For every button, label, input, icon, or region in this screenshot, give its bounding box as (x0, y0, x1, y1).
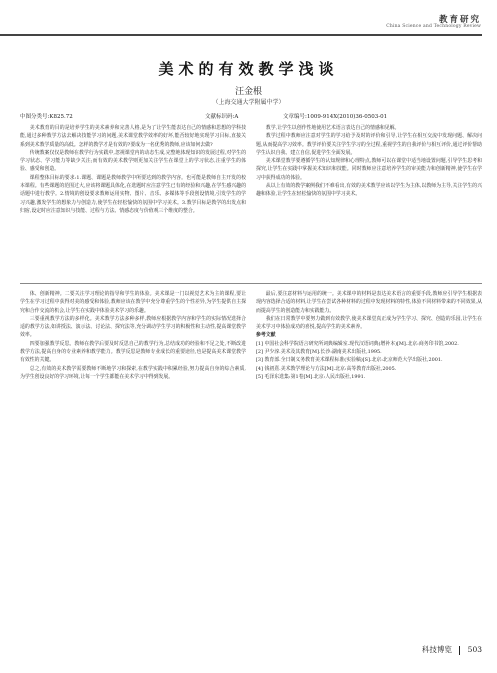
lower-right-column (256, 290, 482, 635)
reference-item: [5] 毛泽东选集:第1卷[M].北京:人民出版社,1991. (256, 373, 366, 380)
journal-name-english: China Science and Technology Review (386, 24, 481, 29)
paragraph: 总之,有效的美术教学需要教师不断地学习和探索,在教学实践中积累经验,努力提高自身的综合素质,为学生创设良好的学习环境,让每一个学生都能在美术学习中得到发展。 (20, 365, 246, 380)
reference-item: [1] 中国社会科学院语言研究所词典编辑室.现代汉语词典(增补本)[M].北京:商务印书馆,2002. (256, 340, 459, 347)
author-affiliation: （上海交通大学附属中学） (212, 99, 285, 106)
reference-item: [3] 教育部.全日制义务教育美术课程标准(实验稿)[S].北京:北京师范大学出版社,2001. (256, 357, 443, 364)
section-divider (20, 283, 482, 284)
paragraph: 体、创新精神。二要关注学习理论的指导和学生的体验。美术课是一门以视觉艺术为主的课程,要让学生在学习过程中获得对美的感受和体验,教师应该在教学中充分尊重学生的个性差异,为学生提供自主探究和合作交流的机会,让学生在实践中体验美术学习的乐趣。 (20, 291, 246, 314)
paragraph: 四要加强教学反思。教师在教学后要及时反思自己的教学行为,总结成功的经验和不足之处,不断改进教学方法,提高自身的专业素养和教学能力。教学反思是教师专业成长的重要途径,也是提高美术课堂教学有效性的关键。 (20, 340, 246, 364)
article-id: 文章编号:1009-914X(2010)36-0503-01 (283, 114, 388, 120)
article-author: 汪金根 (234, 87, 262, 97)
paragraph: 三要重视教学方法的多样化。美术教学方法多种多样,教师应根据教学内容和学生的实际情况选择合适的教学方法,如讲授法、演示法、讨论法、探究法等,充分调动学生学习的积极性和主动性,提高课堂教学效率。 (20, 315, 246, 339)
page-number: 503 (467, 645, 482, 654)
paragraph: 我们在日常教学中要努力做到有效教学,使美术课堂真正成为学生学习、探究、创造的乐园,让学生在美术学习中体验成功的喜悦,提高学生的美术素养。 (256, 315, 482, 331)
paragraph: 最后,要注意材料与运用的统一。美术课中的材料是表达美术语言的重要手段,教师应引导学生根据表现内容选择合适的材料,让学生在尝试各种材料的过程中发现材料的特性,体验不同材料带来的不同效果,从而提高学生的创造能力和实践能力。 (256, 291, 482, 314)
upper-left-column (20, 124, 246, 279)
paragraph: 传统教案仅仅是教师在教学行为实践中,忽视课堂内的动态生成,完整地体现知识的发展过程,对学生的学习状态、学习能力等缺少关注;而有效的美术教学则更加关注学生在课堂上的学习状态,注重学生的体验、感受和创造。 (20, 149, 246, 173)
clc-number: 中图分类号:K825.72 (20, 114, 73, 120)
paragraph: 课程整体目标的要求:1.课题、课题是教师教学中所要达到的教学内容。也可能是教师自主开发的校本课程。有些课题的范围过大,应该将课题具体化,在选题时应注意学生已有的经验和兴趣,在学生感兴趣的话题中进行教学。2.情境的创设要求教师运用实物、图片、音乐、多媒体等手段创设情境,引发学生的学习兴趣,激发学生的想象力与创造力,使学生在轻松愉快的氛围中学习美术。3.教学目标是教学的出发点和归宿,设定时应注意知识与技能、过程与方法、情感态度与价值观三个维度的整合。 (20, 174, 246, 214)
upper-right-column (256, 124, 482, 279)
paragraph: 美术课堂教学要遵循学生的认知规律和心理特点,教师可以在课堂中适当地设置问题,引导学生思考和探究,让学生在实践中掌握美术知识和技能。同时教师应注意培养学生的审美能力和创新精神,使学生在学习中获得成功的体验。 (256, 158, 482, 181)
lower-left-column (20, 290, 246, 635)
journal-header (0, 0, 497, 36)
references-heading: 参考文献 (256, 332, 276, 339)
paragraph: 美术教育的目的是培养学生的美术素养和完善人格,是为了让学生能表达自己的情感和思想的学科技能,通过多种教学方法去解决技能学习的问题,美术课堂教学效率的好坏,能否较好地实现学习目标,直接关系到美术教学质量的高低。怎样的教学才是有效的?要成为一名优秀的教师,应该如何去做? (20, 125, 246, 148)
document-code: 文献标识码:A (205, 114, 239, 120)
paragraph: 教学过程中教师应注意对学生的学习给予及时的评价和引导,让学生在相互交流中发现问题、解决问题,从而提高学习效率。教学评价要关注学生学习的全过程,重视学生的自我评价与相互评价,通过评价帮助学生认识自我、建立自信,促进学生全面发展。 (256, 133, 482, 156)
paragraph: 从以上有效的教学案例我们不难看出,有效的美术教学应该以学生为主体,以教师为主导,关注学生的兴趣和体验,让学生在轻松愉快的氛围中学习美术。 (256, 183, 482, 198)
footer-separator (459, 646, 460, 655)
footer-journal-name: 科技博览 (421, 645, 452, 654)
reference-item: [2] 尹少淳.美术及其教育[M].长沙:湖南美术出版社,1995. (256, 349, 382, 356)
article-title: 美术的有效教学浅谈 (158, 60, 339, 78)
header-rule (0, 34, 482, 36)
journal-name: 教育研究 (438, 15, 481, 25)
paragraph: 教学,让学生以创作性地使用艺术语言表达自己的情感和见解。 (265, 125, 400, 131)
page-footer (422, 644, 482, 655)
reference-item: [4] 钱初熹.美术教学理论与方法[M].北京:高等教育出版社,2005. (256, 365, 397, 372)
